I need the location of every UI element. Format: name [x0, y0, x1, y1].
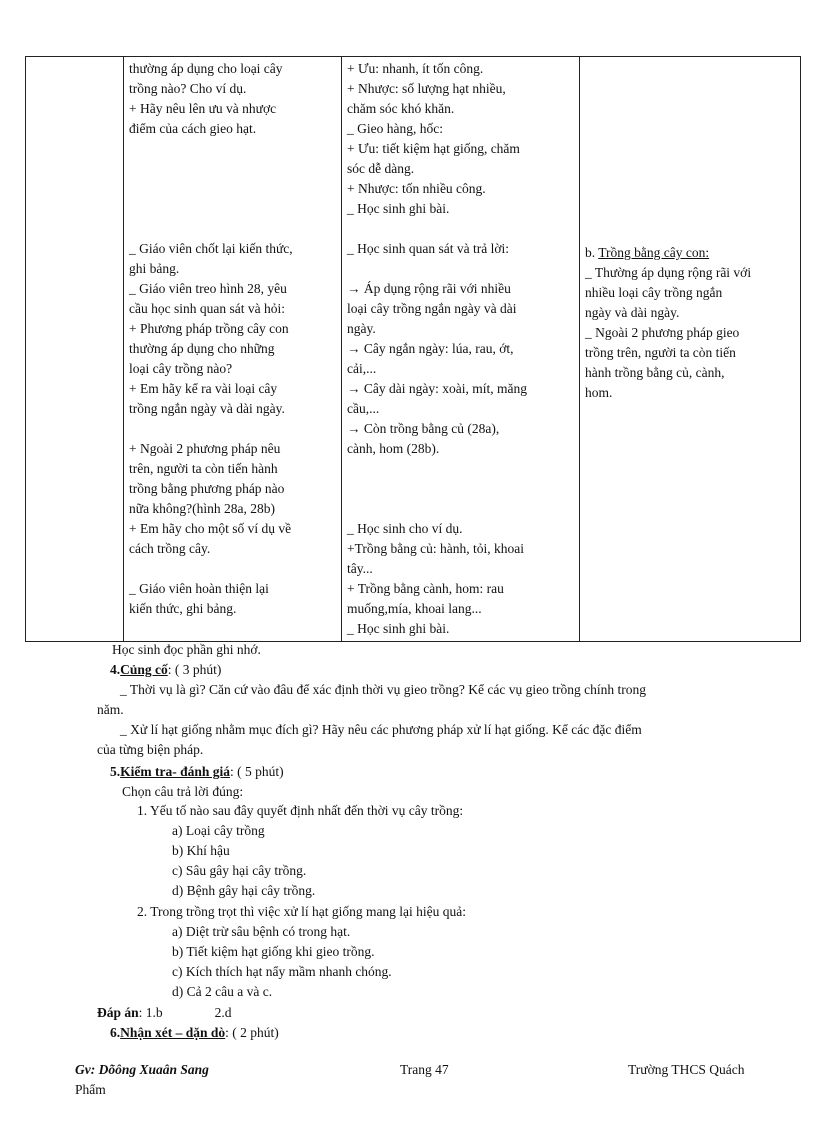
footer-teacher: Gv: Dõông Xuaân Sang: [75, 1062, 209, 1077]
table-line: _ Giáo viên treo hình 28, yêu: [129, 281, 287, 296]
table-col-student: [342, 57, 580, 642]
q2-option: b) Tiết kiệm hạt giống khi gieo trồng.: [172, 944, 375, 959]
table-line: [347, 259, 574, 279]
table-line: [347, 459, 574, 479]
footer-school: Trường THCS Quách: [628, 1062, 745, 1077]
table-line: [347, 499, 574, 519]
q2-option: d) Cả 2 câu a và c.: [172, 984, 273, 999]
table-line: [129, 419, 336, 439]
table-line: hom.: [585, 385, 613, 400]
answers: Đáp án: 1.b 2.d: [97, 1005, 232, 1020]
q1-option: a) Loại cây trồng: [172, 823, 265, 838]
section-5-instruction: Chọn câu trả lời đúng:: [122, 784, 244, 799]
table-line: trên, người ta còn tiến hành: [129, 461, 278, 476]
lesson-table: [25, 56, 801, 642]
table-line: → Áp dụng rộng rãi với nhiều: [347, 281, 511, 296]
table-line: [129, 159, 336, 179]
q2-option: c) Kích thích hạt nẩy mầm nhanh chóng.: [172, 964, 392, 979]
table-line: + Phương pháp trồng cây con: [129, 321, 289, 336]
table-line: cành, hom (28b).: [347, 441, 440, 456]
q1-option: b) Khí hậu: [172, 843, 230, 858]
table-line: _ Học sinh cho ví dụ.: [347, 521, 463, 536]
table-line: loại cây trồng nào?: [129, 361, 233, 376]
table-line: nhiều loại cây trồng ngắn: [585, 285, 723, 300]
table-line: [129, 179, 336, 199]
q1-option: c) Sâu gây hại cây trồng.: [172, 863, 307, 878]
table-line: cải,...: [347, 361, 377, 376]
table-line: → Cây dài ngày: xoài, mít, măng: [347, 381, 527, 396]
section-4-line: _ Xử lí hạt giống nhằm mục đích gì? Hãy nêu các phương pháp xử lí hạt giống. Kể các đặc điểm: [120, 722, 642, 737]
table-line: ngày và dài ngày.: [585, 305, 680, 320]
table-line: ngày.: [347, 321, 376, 336]
table-line: [347, 219, 574, 239]
section-4-heading: 4.Củng cố: ( 3 phút): [110, 662, 222, 677]
table-line: _ Học sinh ghi bài.: [347, 621, 450, 636]
q2-option: a) Diệt trừ sâu bệnh có trong hạt.: [172, 924, 351, 939]
table-line: + Ngoài 2 phương pháp nêu: [129, 441, 281, 456]
footer-school-cont: Phẩm: [75, 1082, 106, 1097]
table-line: sóc dễ dàng.: [347, 161, 415, 176]
table-line: + Ưu: tiết kiệm hạt giống, chăm: [347, 141, 520, 156]
table-line: _ Giáo viên chốt lại kiến thức,: [129, 241, 293, 256]
table-line: kiến thức, ghi bảng.: [129, 601, 237, 616]
table-line: → Còn trồng bằng củ (28a),: [347, 421, 500, 436]
table-line: loại cây trồng ngắn ngày và dài: [347, 301, 517, 316]
table-col-content: [580, 57, 801, 642]
section-5-heading: 5.Kiểm tra- đánh giá: ( 5 phút): [110, 764, 284, 779]
table-line: tây...: [347, 561, 373, 576]
table-line: [347, 479, 574, 499]
table-line: muống,mía, khoai lang...: [347, 601, 482, 616]
table-line: + Nhược: tốn nhiều công.: [347, 181, 486, 196]
table-line: hành trồng bằng củ, cành,: [585, 365, 725, 380]
table-line: trồng trên, người ta còn tiến: [585, 345, 736, 360]
table-line: _ Học sinh ghi bài.: [347, 201, 450, 216]
table-line: thường áp dụng cho loại cây: [129, 61, 283, 76]
table-line: cầu,...: [347, 401, 380, 416]
section-4-line: _ Thời vụ là gì? Căn cứ vào đâu để xác định thời vụ gieo trồng? Kể các vụ gieo trồng chính trong: [120, 682, 646, 697]
table-line: [129, 199, 336, 219]
table-line: _ Thường áp dụng rộng rãi với: [585, 265, 752, 280]
content-heading: b. Trồng bằng cây con:: [585, 245, 710, 260]
table-line: _ Học sinh quan sát và trả lời:: [347, 241, 509, 256]
table-line: nữa không?(hình 28a, 28b): [129, 501, 276, 516]
table-line: + Em hãy cho một số ví dụ về: [129, 521, 292, 536]
table-line: cầu học sinh quan sát và hỏi:: [129, 301, 285, 316]
section-4-line: năm.: [97, 702, 124, 717]
question-1: 1. Yếu tố nào sau đây quyết định nhất đến thời vụ cây trồng:: [137, 803, 464, 818]
table-line: _ Ngoài 2 phương pháp gieo: [585, 325, 740, 340]
table-line: + Ưu: nhanh, ít tốn công.: [347, 61, 484, 76]
table-line: + Em hãy kể ra vài loại cây: [129, 381, 278, 396]
table-line: _ Gieo hàng, hốc:: [347, 121, 443, 136]
table-line: → Cây ngắn ngày: lúa, rau, ớt,: [347, 341, 514, 356]
table-line: cách trồng cây.: [129, 541, 211, 556]
after-table-text: Học sinh đọc phần ghi nhớ.: [112, 642, 261, 657]
section-4-line: của từng biện pháp.: [97, 742, 204, 757]
table-line: + Trồng bằng cành, hom: rau: [347, 581, 504, 596]
table-line: [129, 219, 336, 239]
table-line: + Nhược: số lượng hạt nhiều,: [347, 81, 506, 96]
table-line: thường áp dụng cho những: [129, 341, 275, 356]
table-line: _ Giáo viên hoàn thiện lại: [129, 581, 269, 596]
question-2: 2. Trong trồng trọt thì việc xử lí hạt giống mang lại hiệu quả:: [137, 904, 467, 919]
table-col-teacher: [124, 57, 342, 642]
q1-option: d) Bệnh gây hại cây trồng.: [172, 883, 316, 898]
table-col-empty: [26, 57, 124, 642]
table-line: trồng ngắn ngày và dài ngày.: [129, 401, 285, 416]
table-line: điểm của cách gieo hạt.: [129, 121, 257, 136]
section-6-heading: 6.Nhận xét – dặn dò: ( 2 phút): [110, 1025, 279, 1040]
table-line: trồng bằng phương pháp nào: [129, 481, 285, 496]
table-line: [129, 559, 336, 579]
table-line: +Trồng bằng củ: hành, tỏi, khoai: [347, 541, 524, 556]
table-line: trồng nào? Cho ví dụ.: [129, 81, 247, 96]
table-line: [129, 139, 336, 159]
table-line: + Hãy nêu lên ưu và nhược: [129, 101, 277, 116]
footer-page-number: Trang 47: [400, 1062, 449, 1077]
table-line: ghi bảng.: [129, 261, 180, 276]
table-line: chăm sóc khó khăn.: [347, 101, 455, 116]
